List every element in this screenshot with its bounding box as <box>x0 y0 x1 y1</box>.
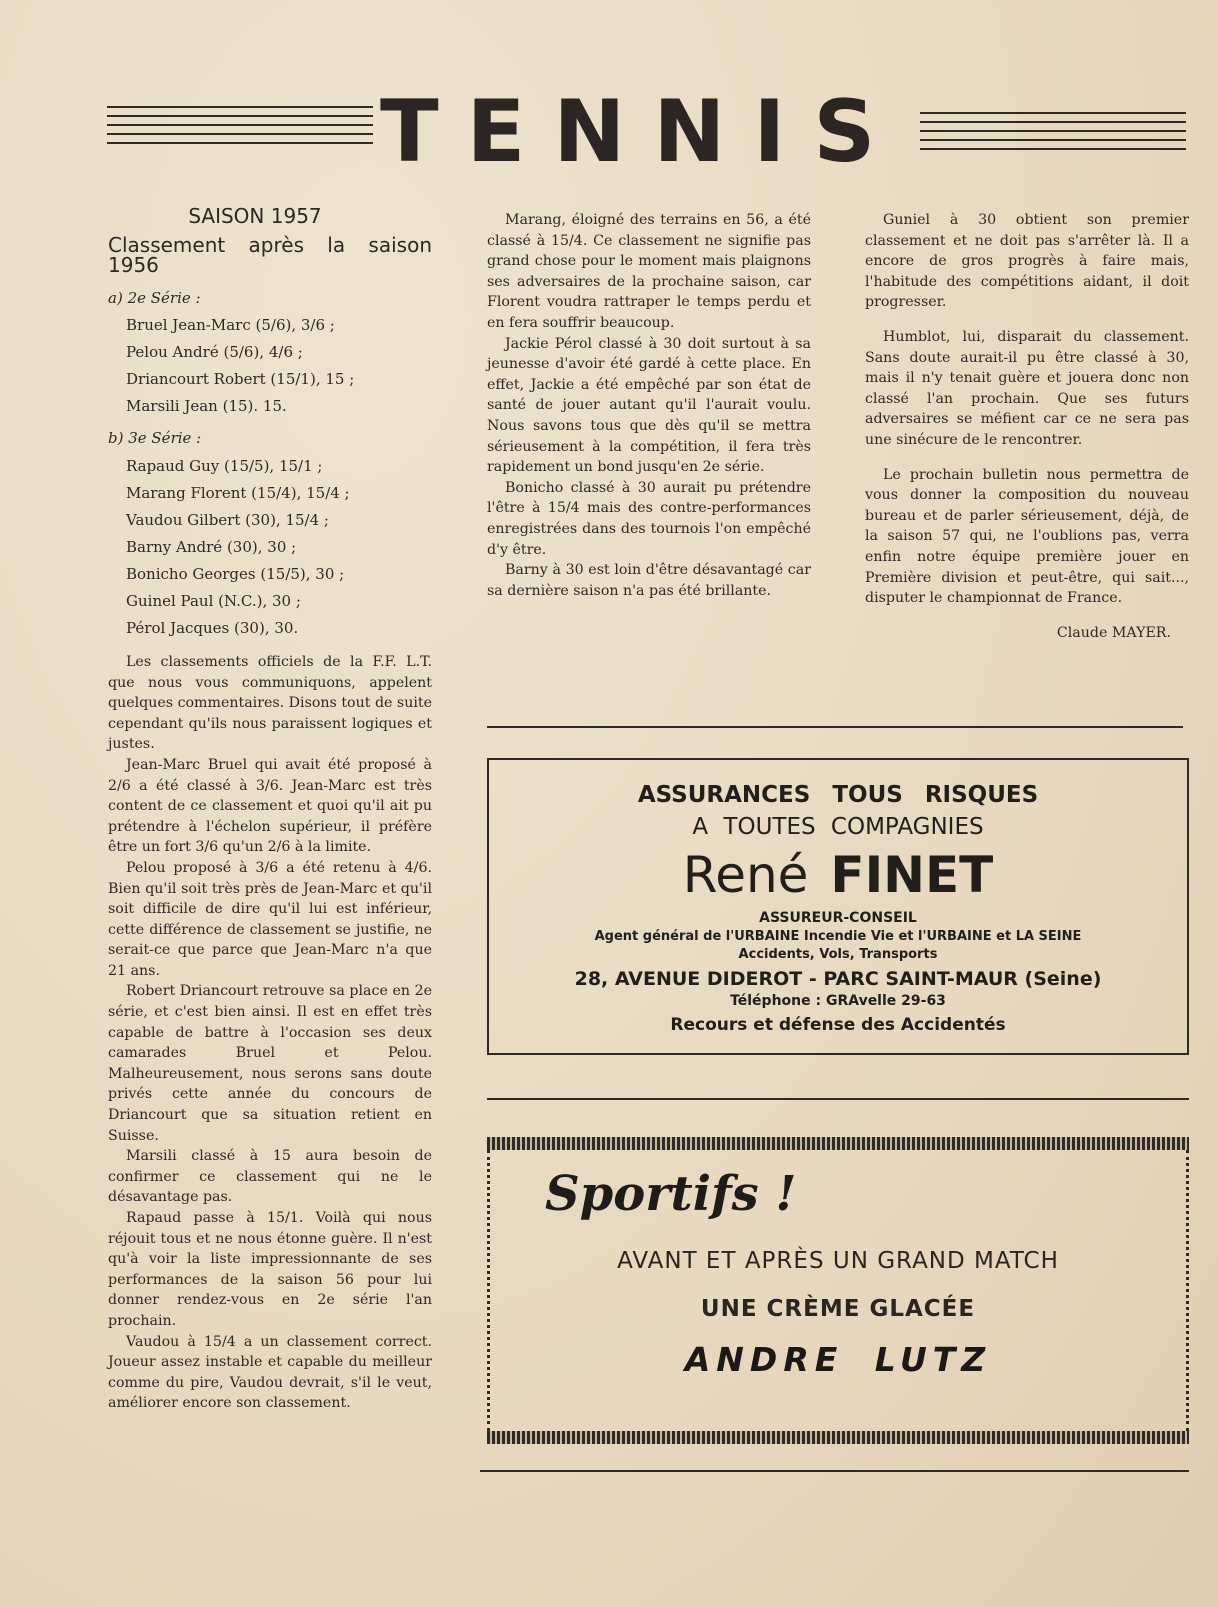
ad-address: 28, AVENUE DIDEROT - PARC SAINT-MAUR (Seine) <box>574 968 1102 990</box>
ranking-item: Bonicho Georges (15/5), 30 ; <box>126 564 345 583</box>
article-paragraph: Robert Driancourt retrouve sa place en 2e série, et c'est bien ainsi. Il est en effet très capable de battre à l'occasion ses deux camarades Bruel et Pelou. Malheureusement, nous serons sans doute privés cette année du concours de Driancourt que sa situation retient en Suisse. <box>108 983 432 1144</box>
article-paragraph: Barny à 30 est loin d'être désavantagé car sa dernière saison n'a pas été brillante. <box>487 562 811 599</box>
ranking-item: Rapaud Guy (15/5), 15/1 ; <box>126 456 323 475</box>
season-heading: SAISON 1957 <box>188 204 322 228</box>
ad-name-first: René <box>682 846 809 904</box>
right-column <box>865 210 1189 643</box>
divider <box>487 726 1183 728</box>
ad-brand: ANDRE LUTZ <box>684 1340 992 1379</box>
signature: Claude MAYER. <box>1056 624 1171 641</box>
ranking-item: Guinel Paul (N.C.), 30 ; <box>126 591 301 610</box>
middle-column <box>487 210 811 601</box>
serie-a-label: a) 2e Série : <box>108 288 201 307</box>
ranking-item: Pérol Jacques (30), 30. <box>126 618 299 637</box>
article-paragraph: Marsili classé à 15 aura besoin de confirmer ce classement qui ne le désavantage pas. <box>108 1148 432 1206</box>
divider <box>487 1098 1189 1100</box>
article-paragraph: Le prochain bulletin nous permettra de vous donner la composition du nouveau bureau et de parler sérieusement, déjà, de la saison 57 qui, ne l'oublions pas, verra enfin notre équipe première jouer en Première division et peut-être, qui sait..., disputer le championnat de France. <box>865 466 1189 607</box>
ad-border-top <box>487 1137 1189 1150</box>
ad-line: A TOUTES COMPAGNIES <box>692 814 984 840</box>
article-paragraph: Vaudou à 15/4 a un classement correct. Joueur assez instable et capable du meilleur comme du pire, Vaudou devrait, s'il le veut, améliorer encore son classement. <box>108 1333 432 1412</box>
ranking-item: Barny André (30), 30 ; <box>126 537 297 556</box>
ad-name <box>489 846 1187 904</box>
ad-phone: Téléphone : GRAvelle 29-63 <box>730 993 946 1009</box>
ad-line: ASSURANCES TOUS RISQUES <box>637 782 1039 808</box>
header-rule-right <box>920 112 1186 156</box>
article-paragraph: Marang, éloigné des terrains en 56, a été classé à 15/4. Ce classement ne signifie pas grand chose pour le moment mais plaignons ses adversaires de la prochaine saison, car Florent voudra rattraper le temps perdu et en fera souffrir beaucoup. <box>487 212 811 331</box>
article-paragraph: Les classements officiels de la F.F. L.T. que nous vous communiquons, appelent quelques commentaires. Disons tout de suite cependant qu'ils nous paraissent logiques et justes. <box>108 653 432 753</box>
ad-role: ASSUREUR-CONSEIL <box>759 910 917 926</box>
ad-line: AVANT ET APRÈS UN GRAND MATCH <box>617 1248 1059 1274</box>
ad-agent: Agent général de l'URBAINE Incendie Vie et l'URBAINE et LA SEINE <box>594 929 1082 944</box>
icecream-advert <box>487 1137 1189 1444</box>
article-paragraph: Humblot, lui, disparait du classement. Sans doute aurait-il pu être classé à 30, mais il n'y tenait guère et jouera donc non classé l'an prochain. Que ses futurs adversaires se méfient car ce ne sera pas une sinécure de le rencontrer. <box>865 328 1189 448</box>
ranking-item: Bruel Jean-Marc (5/6), 3/6 ; <box>126 316 335 335</box>
article-paragraph: Guniel à 30 obtient son premier classement et ne doit pas s'arrêter là. Il a encore de gros progrès à faire mais, l'habitude des compétitions aidant, il doit progresser. <box>865 212 1189 311</box>
ranking-item: Marang Florent (15/4), 15/4 ; <box>126 483 350 502</box>
ad-branches: Accidents, Vols, Transports <box>738 947 938 962</box>
ad-line: UNE CRÈME GLACÉE <box>700 1296 976 1322</box>
ad-border-bottom <box>487 1431 1189 1444</box>
ad-name-last: FINET <box>830 846 994 904</box>
header-rule-left <box>107 106 373 150</box>
ranking-item: Vaudou Gilbert (30), 15/4 ; <box>126 510 329 529</box>
article-paragraph: Pelou proposé à 3/6 a été retenu à 4/6. Bien qu'il soit très près de Jean-Marc et qu'il soit difficile de dire qu'il lui est inférieur, cette différence de classement se justifie, ne serait-ce que parce que Jean-Marc n'a que 21 ans. <box>108 859 432 979</box>
article-paragraph: Bonicho classé à 30 aurait pu prétendre l'être à 15/4 mais des contre-performances enregistrées dans des tournois l'on empêché d'y être. <box>487 479 811 558</box>
ad-tagline: Recours et défense des Accidentés <box>670 1015 1006 1035</box>
ranking-subtitle: Classement après la saison 1956 <box>108 232 432 278</box>
article-paragraph: Jackie Pérol classé à 30 doit surtout à sa jeunesse d'avoir été gardé à cette place. En effet, Jackie a été empêché par son état de santé de jouer autant qu'il l'aurait voulu. Nous savons tous que dès qu'il se mettra sérieusement à la compétition, il fera très rapidement un bond jusqu'en 2e série. <box>487 335 811 476</box>
ad-headline: Sportifs ! <box>545 1166 797 1222</box>
page-title: TENNIS <box>380 82 904 182</box>
insurance-advert <box>487 758 1189 1055</box>
article-paragraph: Rapaud passe à 15/1. Voilà qui nous réjouit tous et ne nous étonne guère. Il n'est qu'à voir la liste impressionnante de ses performances de la saison 56 pour lui donner rendez-vous en 2e série l'an prochain. <box>108 1210 432 1329</box>
ranking-item: Pelou André (5/6), 4/6 ; <box>126 343 303 362</box>
article-paragraph: Jean-Marc Bruel qui avait été proposé à 2/6 a été classé à 3/6. Jean-Marc est très content de ce classement et quoi qu'il ait pu prétendre à l'échelon supérieur, il préfère être un fort 3/6 qu'un 2/6 à la limite. <box>108 756 432 856</box>
serie-b-label: b) 3e Série : <box>108 429 202 448</box>
ad-body <box>487 1150 1189 1431</box>
left-column <box>108 206 432 1414</box>
ranking-item: Driancourt Robert (15/1), 15 ; <box>126 370 355 389</box>
ranking-item: Marsili Jean (15). 15. <box>126 397 287 416</box>
divider <box>480 1470 1189 1472</box>
